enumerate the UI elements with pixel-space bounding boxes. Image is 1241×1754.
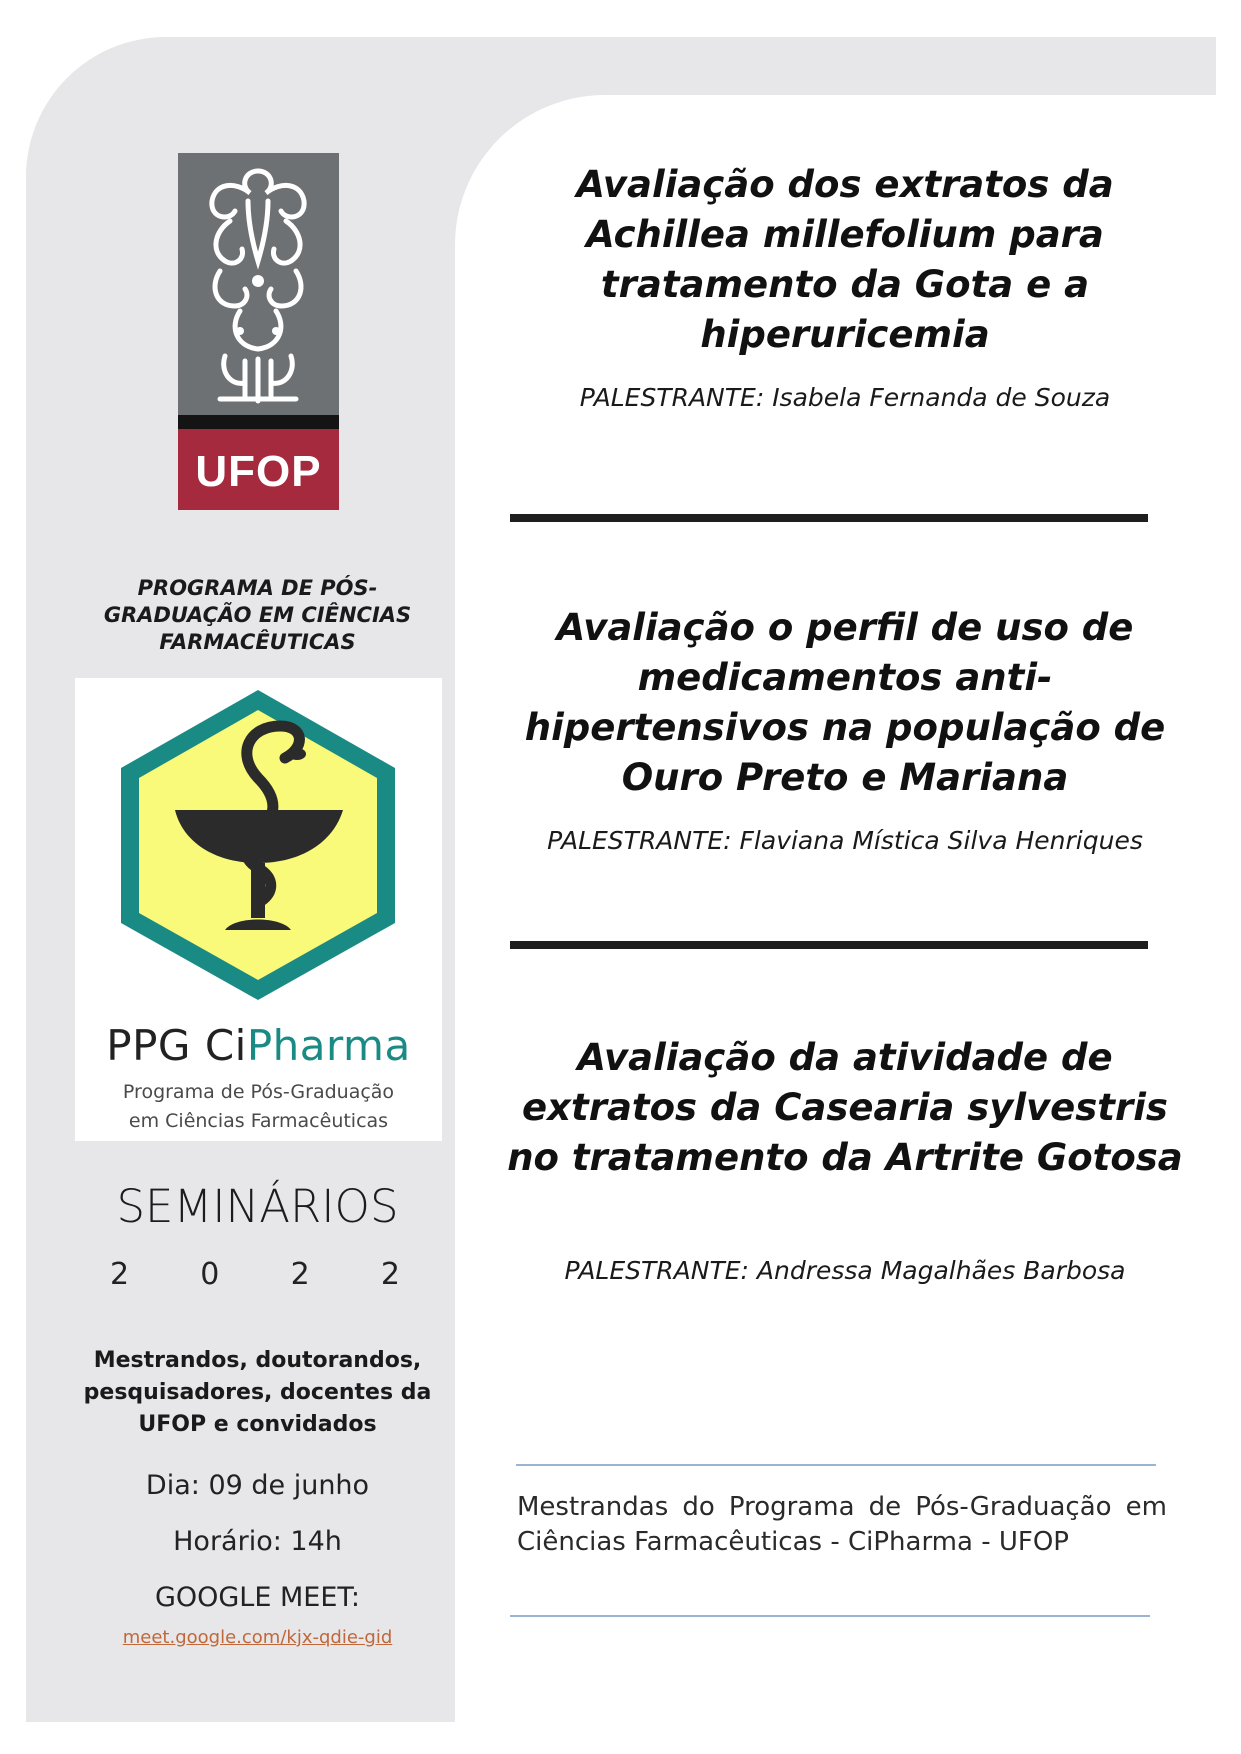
event-date: Dia: 09 de junho (145, 1470, 370, 1501)
event-time: Horário: 14h (173, 1526, 342, 1557)
year-digit: 0 (200, 1257, 220, 1292)
event-platform: GOOGLE MEET: (154, 1582, 361, 1613)
footer-top-line (516, 1464, 1156, 1466)
talk-3-speaker: PALESTRANTE: Andressa Magalhães Barbosa (564, 1256, 1126, 1285)
audience-text: Mestrandos, doutorandos, pesquisadores, docentes da UFOP e convidados (83, 1348, 432, 1437)
ufop-logo-text: UFOP (195, 447, 322, 496)
footer-text: Mestrandas do Programa de Pós-Graduação em Ciências Farmacêuticas - CiPharma - UFOP (517, 1492, 1167, 1557)
cipharma-subtitle-line1: Programa de Pós-Graduação (122, 1081, 395, 1103)
ufop-logo (178, 153, 339, 510)
cipharma-subtitle-line2: em Ciências Farmacêuticas (128, 1110, 389, 1132)
section-divider (510, 941, 1148, 949)
ufop-ornament-icon (190, 161, 327, 406)
ufop-logo-bar (178, 415, 339, 429)
section-divider (510, 514, 1148, 522)
ufop-logo-gray-block (178, 153, 339, 415)
footer-bottom-line (510, 1615, 1150, 1617)
cipharma-subtitle (75, 1078, 442, 1136)
talk-2-speaker: PALESTRANTE: Flaviana Mística Silva Henriques (547, 826, 1143, 855)
cipharma-logo (75, 678, 442, 1141)
cipharma-title-accent: Pharma (246, 1021, 411, 1070)
talk-1-speaker: PALESTRANTE: Isabela Fernanda de Souza (579, 383, 1111, 412)
talk-1-title: Avaliação dos extratos da Achillea millefolium para tratamento da Gota e a hiperuricemia (576, 163, 1114, 356)
year-digit: 2 (380, 1257, 400, 1292)
meet-link[interactable]: meet.google.com/kjx-qdie-gid (122, 1627, 393, 1648)
program-title: PROGRAMA DE PÓS-GRADUAÇÃO EM CIÊNCIAS FARMACÊUTICAS (103, 576, 412, 654)
cipharma-title-prefix: PPG Ci (106, 1021, 247, 1070)
year-digit: 2 (110, 1257, 130, 1292)
content-panel-bottom (455, 1680, 1241, 1754)
pharmacy-bowl-icon (75, 678, 442, 1018)
talk-2-title: Avaliação o perfil de uso de medicamentos anti-hipertensivos na população de Ouro Preto e Mariana (524, 606, 1166, 799)
year-digit: 2 (290, 1257, 310, 1292)
event-name: SEMINÁRIOS (116, 1180, 399, 1233)
event-year (110, 1257, 400, 1292)
cipharma-title (75, 1021, 442, 1070)
talk-3-title: Avaliação da atividade de extratos da Casearia sylvestris no tratamento da Artrite Gotosa (507, 1036, 1183, 1179)
